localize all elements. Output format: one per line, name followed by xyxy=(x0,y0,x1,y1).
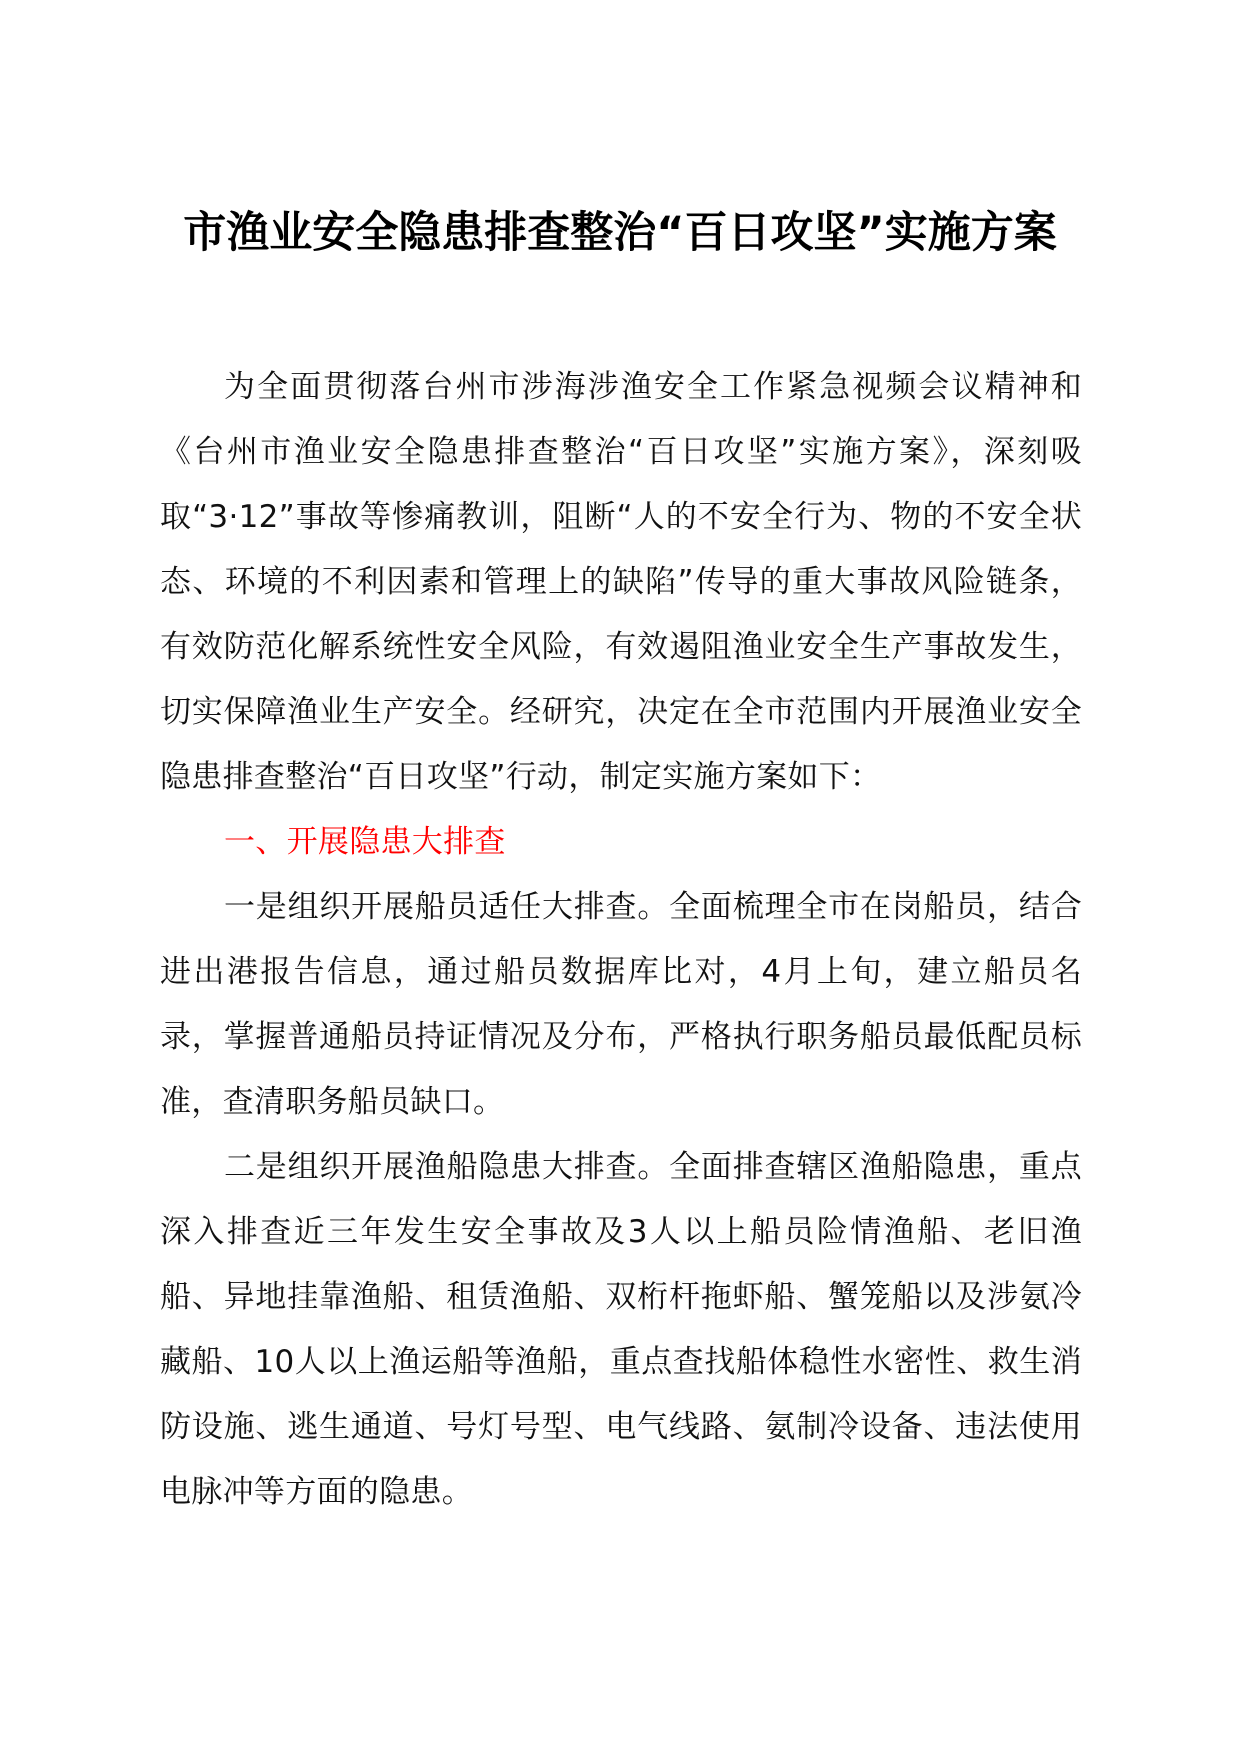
document-body xyxy=(160,355,1082,1525)
document-title: 市渔业安全隐患排查整治“百日攻坚”实施方案 xyxy=(183,208,1057,258)
crew-inspection-paragraph: 一是组织开展船员适任大排查。全面梳理全市在岗船员，结合进出港报告信息，通过船员数据库比对，4月上旬，建立船员名录，掌握普通船员持证情况及分布，严格执行职务船员最低配员标准，查清职务船员缺口。 xyxy=(160,889,1082,1120)
vessel-inspection-paragraph: 二是组织开展渔船隐患大排查。全面排查辖区渔船隐患，重点深入排查近三年发生安全事故及3人以上船员险情渔船、老旧渔船、异地挂靠渔船、租赁渔船、双桁杆拖虾船、蟹笼船以及涉氨冷藏船、10人以上渔运船等渔船，重点查找船体稳性水密性、救生消防设施、逃生通道、号灯号型、电气线路、氨制冷设备、违法使用电脉冲等方面的隐患。 xyxy=(160,1149,1082,1510)
section-heading: 一、开展隐患大排查 xyxy=(224,824,506,860)
intro-paragraph: 为全面贯彻落台州市涉海涉渔安全工作紧急视频会议精神和《台州市渔业安全隐患排查整治“百日攻坚”实施方案》，深刻吸取“3·12”事故等惨痛教训，阻断“人的不安全行为、物的不安全状态、环境的不利因素和管理上的缺陷”传导的重大事故风险链条，有效防范化解系统性安全风险，有效遏阻渔业安全生产事故发生，切实保障渔业生产安全。经研究，决定在全市范围内开展渔业安全隐患排查整治“百日攻坚”行动，制定实施方案如下： xyxy=(160,369,1082,795)
